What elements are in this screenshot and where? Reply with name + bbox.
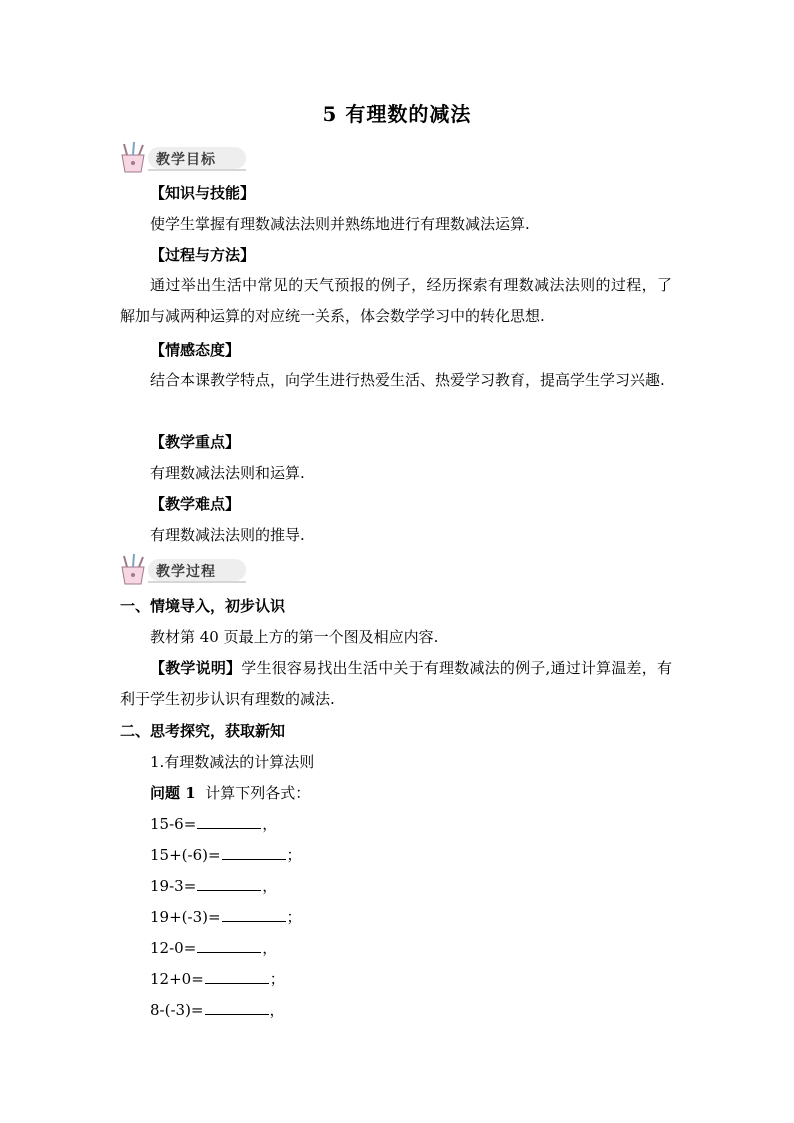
question-1-text: 计算下列各式： bbox=[205, 784, 311, 802]
exercise-line bbox=[150, 814, 277, 834]
section-banner-goals bbox=[118, 141, 248, 175]
knowledge-heading: 【知识与技能】 bbox=[150, 184, 256, 202]
answer-blank bbox=[197, 876, 261, 891]
exercise-expression: 12-0= bbox=[150, 939, 197, 957]
banner-label: 教学目标 bbox=[156, 152, 216, 168]
exercise-punctuation: ， bbox=[262, 939, 278, 957]
answer-blank bbox=[222, 907, 286, 922]
exercise-punctuation: ， bbox=[262, 815, 278, 833]
question-1 bbox=[150, 783, 310, 803]
key-points-heading: 【教学重点】 bbox=[150, 433, 241, 451]
exercise-expression: 12+0= bbox=[150, 970, 204, 988]
exercise-punctuation: ， bbox=[262, 877, 278, 895]
process-heading: 【过程与方法】 bbox=[150, 246, 256, 264]
section1-title: 一、情境导入，初步认识 bbox=[120, 597, 286, 615]
exercise-line bbox=[150, 1000, 285, 1020]
key-points-text: 有理数减法法则和运算. bbox=[150, 464, 305, 482]
answer-blank bbox=[205, 969, 269, 984]
section2-title: 二、思考探究，获取新知 bbox=[120, 722, 286, 740]
exercise-line bbox=[150, 938, 277, 958]
teaching-note-text: 学生很容易找出生活中关于有理数减法的例子,通过计算温差，有利于学生初步认识有理数的减法. bbox=[120, 659, 672, 708]
difficult-points-text: 有理数减法法则的推导. bbox=[150, 526, 305, 544]
exercise-punctuation: ； bbox=[269, 970, 285, 988]
exercise-expression: 8-(-3)= bbox=[150, 1001, 204, 1019]
section-banner-process bbox=[118, 553, 248, 587]
exercise-expression: 19-3= bbox=[150, 877, 197, 895]
answer-blank bbox=[197, 938, 261, 953]
difficult-points-heading: 【教学难点】 bbox=[150, 495, 241, 513]
page-title: 5 有理数的减法 bbox=[322, 102, 472, 126]
exercise-expression: 15-6= bbox=[150, 815, 197, 833]
section1-text: 教材第 40 页最上方的第一个图及相应内容. bbox=[150, 628, 439, 646]
answer-blank bbox=[222, 845, 286, 860]
emotion-heading: 【情感态度】 bbox=[150, 341, 241, 359]
process-text: 通过举出生活中常见的天气预报的例子，经历探索有理数减法法则的过程，了解加与减两种运算的对应统一关系，体会数学学习中的转化思想. bbox=[120, 276, 672, 325]
answer-blank bbox=[205, 1000, 269, 1015]
teaching-note bbox=[120, 653, 672, 715]
exercise-punctuation: ， bbox=[269, 1001, 285, 1019]
exercise-punctuation: ； bbox=[286, 846, 302, 864]
question-1-label: 问题 1 bbox=[150, 784, 196, 802]
exercise-line bbox=[150, 907, 302, 927]
exercise-punctuation: ； bbox=[286, 908, 302, 926]
knowledge-text: 使学生掌握有理数减法法则并熟练地进行有理数减法运算. bbox=[150, 215, 530, 233]
exercise-line bbox=[150, 876, 277, 896]
banner-label: 教学过程 bbox=[156, 564, 216, 580]
exercise-expression: 15+(-6)= bbox=[150, 846, 221, 864]
exercise-line bbox=[150, 969, 285, 989]
emotion-text: 结合本课教学特点，向学生进行热爱生活、热爱学习教育，提高学生学习兴趣. bbox=[150, 371, 665, 389]
teaching-note-heading: 【教学说明】 bbox=[150, 659, 242, 677]
exercise-expression: 19+(-3)= bbox=[150, 908, 221, 926]
subsection-title: 1.有理数减法的计算法则 bbox=[150, 753, 315, 771]
answer-blank bbox=[197, 814, 261, 829]
exercise-line bbox=[150, 845, 302, 865]
